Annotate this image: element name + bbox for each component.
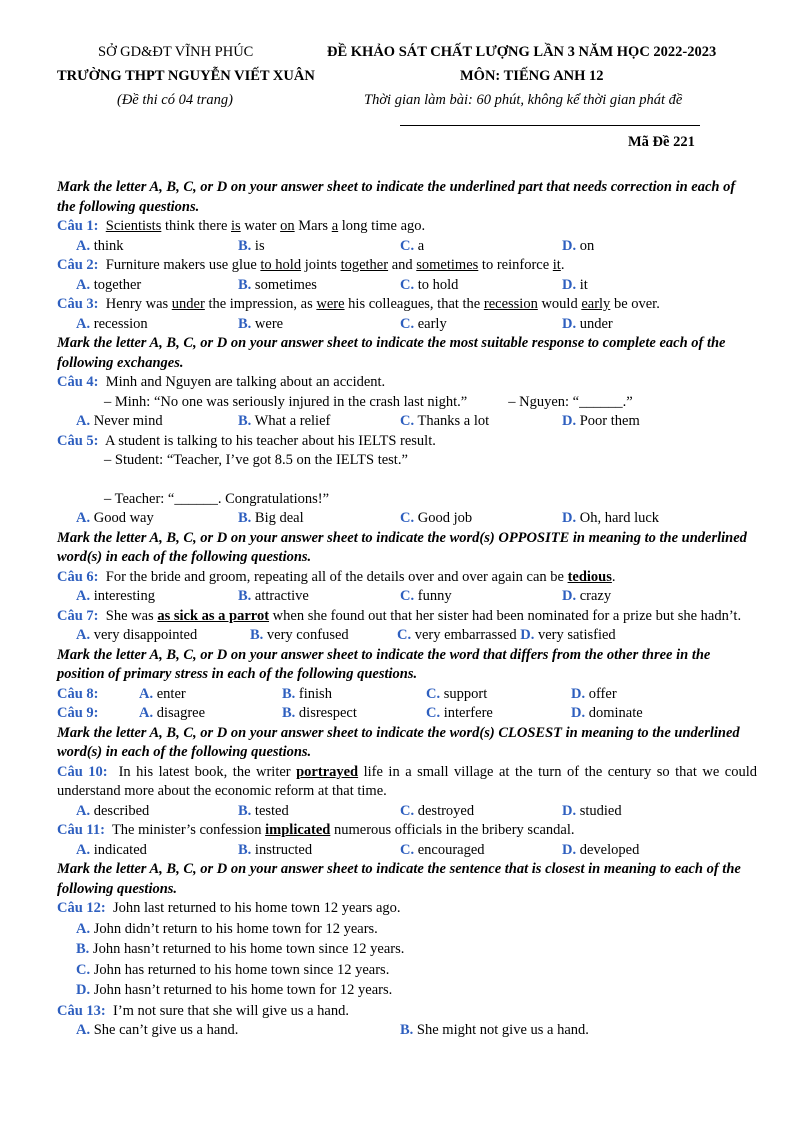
- answer-options: [57, 276, 757, 296]
- option-b[interactable]: B. She might not give us a hand.: [400, 1022, 589, 1038]
- question-10: Câu 10: In his latest book, the writer portrayed life in a small village at the turn of the century so that we could understand more about the economic reform at that time.: [57, 763, 757, 799]
- section-instruction: Mark the letter A, B, C, or D on your answer sheet to indicate the word(s) CLOSEST in meaning to the underlined word(s) in each of the following questions.: [57, 724, 740, 760]
- option-b[interactable]: B. finish: [282, 685, 332, 702]
- question-number: Câu 1:: [57, 218, 99, 234]
- option-b[interactable]: B. instructed: [238, 841, 313, 858]
- answer-options: [57, 1021, 757, 1041]
- question-5: Câu 5: A student is talking to his teacher about his IELTS result.: [57, 432, 436, 449]
- question-13: Câu 13: I’m not sure that she will give us a hand.: [57, 1002, 349, 1019]
- option-d[interactable]: D. on: [562, 237, 595, 254]
- option-b[interactable]: B. disrespect: [282, 705, 357, 721]
- option-d[interactable]: D. crazy: [562, 588, 612, 604]
- option-c[interactable]: C. encouraged: [400, 841, 485, 858]
- department-name: SỞ GD&ĐT VĨNH PHÚC: [98, 44, 254, 60]
- exam-title: ĐỀ KHẢO SÁT CHẤT LƯỢNG LẦN 3 NĂM HỌC 2022-2023: [327, 44, 717, 60]
- question-8: Câu 8: A. enter B. finish C. support D. offer: [57, 685, 757, 705]
- question-9: Câu 9: A. disagree B. disrespect C. interfere D. dominate: [57, 704, 757, 724]
- option-d[interactable]: D. offer: [571, 685, 617, 702]
- question-7: Câu 7: She was as sick as a parrot when she found out that her sister had been nominated for a prize but she hadn’t.: [57, 607, 742, 624]
- answer-options: [57, 315, 757, 335]
- answer-options: [57, 802, 757, 822]
- answer-options: [57, 412, 757, 432]
- question-2: Câu 2: Furniture makers use glue to hold joints together and sometimes to reinforce it.: [57, 257, 565, 273]
- option-b[interactable]: B. Big deal: [238, 510, 304, 526]
- option-d[interactable]: D. developed: [562, 841, 640, 858]
- exam-code: Mã Đề 221: [628, 134, 695, 150]
- section-instruction: Mark the letter A, B, C, or D on your answer sheet to indicate the sentence that is closest in meaning to each of the following questions.: [57, 861, 741, 897]
- option-b[interactable]: B. is: [238, 237, 265, 254]
- option-d[interactable]: D. Poor them: [562, 413, 640, 429]
- option-b[interactable]: B. What a relief: [238, 413, 331, 429]
- option-a[interactable]: A. Never mind: [76, 413, 163, 429]
- option-b[interactable]: B. were: [238, 315, 284, 332]
- option-c[interactable]: C. a: [400, 237, 425, 254]
- option-a[interactable]: A. enter: [139, 685, 186, 702]
- option-a[interactable]: A. described: [76, 802, 150, 819]
- question-1: Câu 1: Scientists think there is water on Mars a long time ago.: [57, 218, 426, 234]
- time-note: Thời gian làm bài: 60 phút, không kể thời gian phát đề: [364, 92, 683, 108]
- option-a[interactable]: A. interesting: [76, 588, 155, 604]
- answer-options: [57, 626, 757, 646]
- option-d[interactable]: D. it: [562, 276, 588, 293]
- question-12: Câu 12: John last returned to his home town 12 years ago.: [57, 900, 401, 916]
- school-name: TRƯỜNG THPT NGUYỄN VIẾT XUÂN: [57, 68, 315, 84]
- question-3: Câu 3: Henry was under the impression, as were his colleagues, that the recession would early be over.: [57, 296, 660, 312]
- section-instruction: Mark the letter A, B, C, or D on your answer sheet to indicate the most suitable response to complete each of the following exchanges.: [57, 335, 726, 371]
- option-b[interactable]: B. attractive: [238, 588, 309, 604]
- option-a[interactable]: A. She can’t give us a hand.: [76, 1022, 239, 1038]
- option-d[interactable]: D. dominate: [571, 705, 643, 721]
- dialog-line: – Teacher: “______. Congratulations!”: [104, 490, 330, 507]
- option-b[interactable]: B. sometimes: [238, 276, 317, 293]
- option-c[interactable]: C. funny: [400, 588, 452, 604]
- question-6: Câu 6: For the bride and groom, repeating all of the details over and over again can be tedious.: [57, 568, 616, 585]
- option-b[interactable]: B. tested: [238, 802, 289, 819]
- header-divider: [400, 125, 700, 126]
- option-c[interactable]: C. support: [426, 685, 488, 702]
- option-d[interactable]: D. studied: [562, 802, 622, 819]
- option-d[interactable]: D. John hasn’t returned to his home town for 12 years.: [76, 982, 393, 998]
- option-c[interactable]: C. Good job: [400, 510, 473, 526]
- exam-content: [57, 178, 757, 1041]
- answer-options: [57, 841, 757, 861]
- option-a[interactable]: A. indicated: [76, 841, 147, 858]
- option-d[interactable]: D. Oh, hard luck: [562, 510, 660, 526]
- section-instruction: Mark the letter A, B, C, or D on your answer sheet to indicate the word that differs from the other three in the position of primary stress in each of the following questions.: [57, 646, 711, 682]
- option-a[interactable]: A. John didn’t return to his home town for 12 years.: [76, 920, 378, 937]
- option-a[interactable]: A. recession: [76, 315, 148, 332]
- option-c[interactable]: C. to hold: [400, 276, 459, 293]
- option-a[interactable]: A. very disappointed: [76, 627, 198, 643]
- option-c[interactable]: C. interfere: [426, 705, 493, 721]
- option-a[interactable]: A. disagree: [139, 705, 206, 721]
- option-c[interactable]: C. John has returned to his home town since 12 years.: [76, 961, 390, 978]
- option-b[interactable]: B. very confused: [250, 627, 349, 643]
- answer-options: [57, 587, 757, 607]
- pages-note: (Đề thi có 04 trang): [117, 92, 233, 108]
- answer-options: [57, 237, 757, 257]
- section-instruction: Mark the letter A, B, C, or D on your answer sheet to indicate the underlined part that needs correction in each of the following questions.: [57, 179, 736, 215]
- section-instruction: Mark the letter A, B, C, or D on your answer sheet to indicate the word(s) OPPOSITE in meaning to the underlined word(s) in each of the following questions.: [57, 529, 747, 565]
- option-c[interactable]: C. destroyed: [400, 802, 475, 819]
- option-a[interactable]: A. think: [76, 237, 124, 254]
- option-a[interactable]: A. Good way: [76, 510, 154, 526]
- option-c[interactable]: C. Thanks a lot: [400, 413, 490, 429]
- option-c[interactable]: C. very embarrassed D. very satisfied: [397, 627, 616, 643]
- question-4: Câu 4: Minh and Nguyen are talking about an accident.: [57, 374, 386, 390]
- answer-options: [57, 509, 757, 529]
- option-b[interactable]: B. John hasn’t returned to his home town since 12 years.: [76, 941, 405, 957]
- option-c[interactable]: C. early: [400, 315, 447, 332]
- dialog-line: – Student: “Teacher, I’ve got 8.5 on the IELTS test.”: [104, 452, 408, 468]
- question-11: Câu 11: The minister’s confession implicated numerous officials in the bribery scandal.: [57, 822, 575, 838]
- option-d[interactable]: D. under: [562, 315, 613, 332]
- option-a[interactable]: A. together: [76, 276, 142, 293]
- subject-name: MÔN: TIẾNG ANH 12: [460, 68, 604, 84]
- dialog-line: – Minh: “No one was seriously injured in the crash last night.” – Nguyen: “______.”: [104, 393, 633, 410]
